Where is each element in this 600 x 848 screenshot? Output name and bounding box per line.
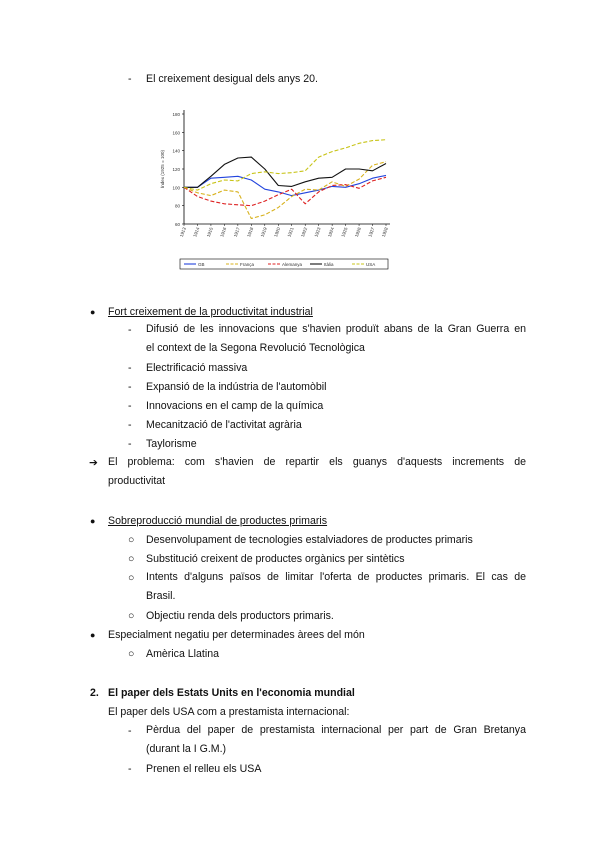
circle-bullet-icon: ○: [128, 534, 135, 546]
paragraph-line: productivitat: [108, 475, 166, 487]
dash-marker: -: [128, 400, 132, 412]
series-line-usa: [184, 140, 386, 190]
list-item-line: el context de la Segona Revolució Tecnològica: [146, 342, 365, 354]
series-line-frança: [184, 162, 386, 219]
y-tick-label: 180: [172, 112, 180, 117]
list-item: [146, 320, 526, 358]
list-item-text: Desenvolupament de tecnologies estalviadores de productes primaris: [146, 534, 473, 546]
legend-label: França: [240, 261, 255, 267]
x-tick-label: 1926: [353, 226, 363, 238]
x-tick-label: 1914: [192, 226, 201, 238]
section-heading: Fort creixement de la productivitat industrial: [108, 306, 313, 318]
paragraph-line: El problema: com s'havien de repartir els guanys d'aquests increments de: [108, 456, 526, 468]
list-item-text: Expansió de la indústria de l'automòbil: [146, 381, 327, 393]
x-tick-label: 1924: [326, 226, 336, 238]
x-tick-label: 1919: [259, 226, 268, 238]
circle-bullet-icon: ○: [128, 610, 135, 622]
x-tick-label: 1922: [300, 226, 309, 238]
x-tick-label: 1920: [273, 226, 282, 238]
x-tick-label: 1913: [178, 226, 187, 238]
list-item-text: Taylorisme: [146, 438, 197, 450]
x-tick-label: 1918: [246, 226, 255, 238]
legend-label: Itàlia: [324, 261, 334, 267]
y-tick-label: 60: [174, 222, 180, 227]
x-tick-label: 1916: [219, 226, 228, 238]
list-item-text: Innovacions en el camp de la química: [146, 400, 324, 412]
series-line-alemanya: [184, 177, 386, 205]
dash-marker: -: [128, 763, 132, 775]
circle-bullet-icon: ○: [128, 572, 135, 584]
list-item-text: Prenen el relleu els USA: [146, 763, 262, 775]
list-item-line: Brasil.: [146, 590, 176, 602]
list-item-line: Difusió de les innovacions que s'havien produït abans de la Gran Guerra en: [146, 323, 526, 335]
x-tick-label: 1925: [340, 226, 349, 238]
legend-label: GB: [198, 261, 205, 267]
y-tick-label: 120: [172, 167, 180, 172]
bullet-dot: ●: [90, 516, 96, 526]
circle-bullet-icon: ○: [128, 553, 135, 565]
y-tick-label: 80: [174, 203, 180, 209]
section-title: El paper dels Estats Units en l'economia mundial: [108, 687, 355, 699]
list-item: [146, 721, 526, 759]
y-tick-label: 160: [172, 130, 180, 136]
circle-bullet-icon: ○: [128, 648, 135, 660]
dash-marker: -: [128, 324, 132, 336]
list-item-text: Electrificació massiva: [146, 362, 248, 374]
x-tick-label: 1917: [232, 226, 241, 238]
dash-marker: -: [128, 381, 132, 393]
dash-marker: -: [128, 362, 132, 374]
y-axis-label: Índex (1925 = 100): [160, 150, 165, 188]
section-heading: Sobreproducció mundial de productes primaris: [108, 515, 328, 527]
paragraph-text: El paper dels USA com a prestamista internacional:: [108, 706, 350, 718]
list-item-line: (durant la I G.M.): [146, 743, 227, 755]
dash-marker: -: [128, 73, 132, 85]
dash-marker: -: [128, 725, 132, 737]
dash-marker: -: [128, 419, 132, 431]
x-tick-label: 1927: [367, 226, 376, 238]
list-item-text: El creixement desigual dels anys 20.: [146, 73, 318, 85]
list-item-text: Substitució creixent de productes orgànics per sintètics: [146, 553, 405, 565]
x-tick-label: 1923: [313, 226, 322, 238]
bullet-dot: ●: [90, 307, 96, 317]
list-item: [146, 568, 526, 606]
bullet-dot: ●: [90, 630, 96, 640]
line-chart: [152, 104, 392, 274]
arrow-paragraph: [108, 453, 526, 491]
dash-marker: -: [128, 438, 132, 450]
list-item-text: Amèrica Llatina: [146, 648, 220, 660]
list-item-text: Especialment negatiu per determinades àrees del món: [108, 629, 365, 641]
arrow-icon: ➔: [89, 457, 98, 469]
section-number: 2.: [90, 687, 99, 699]
x-tick-label: 1921: [286, 226, 295, 238]
chart-svg: [152, 104, 392, 274]
list-item-line: Intents d'alguns països de limitar l'oferta de productes primaris. El cas de: [146, 571, 526, 583]
x-tick-label: 1915: [205, 226, 214, 238]
legend-label: USA: [366, 261, 376, 267]
list-item-line: Pèrdua del paper de prestamista internacional per part de Gran Bretanya: [146, 724, 526, 736]
x-tick-label: 1928: [380, 226, 389, 238]
list-item-text: Mecanització de l'activitat agrària: [146, 419, 302, 431]
y-tick-label: 140: [172, 148, 180, 154]
legend-label: Alemanya: [282, 261, 303, 267]
y-tick-label: 100: [172, 185, 180, 191]
list-item-text: Objectiu renda dels productors primaris.: [146, 610, 334, 622]
